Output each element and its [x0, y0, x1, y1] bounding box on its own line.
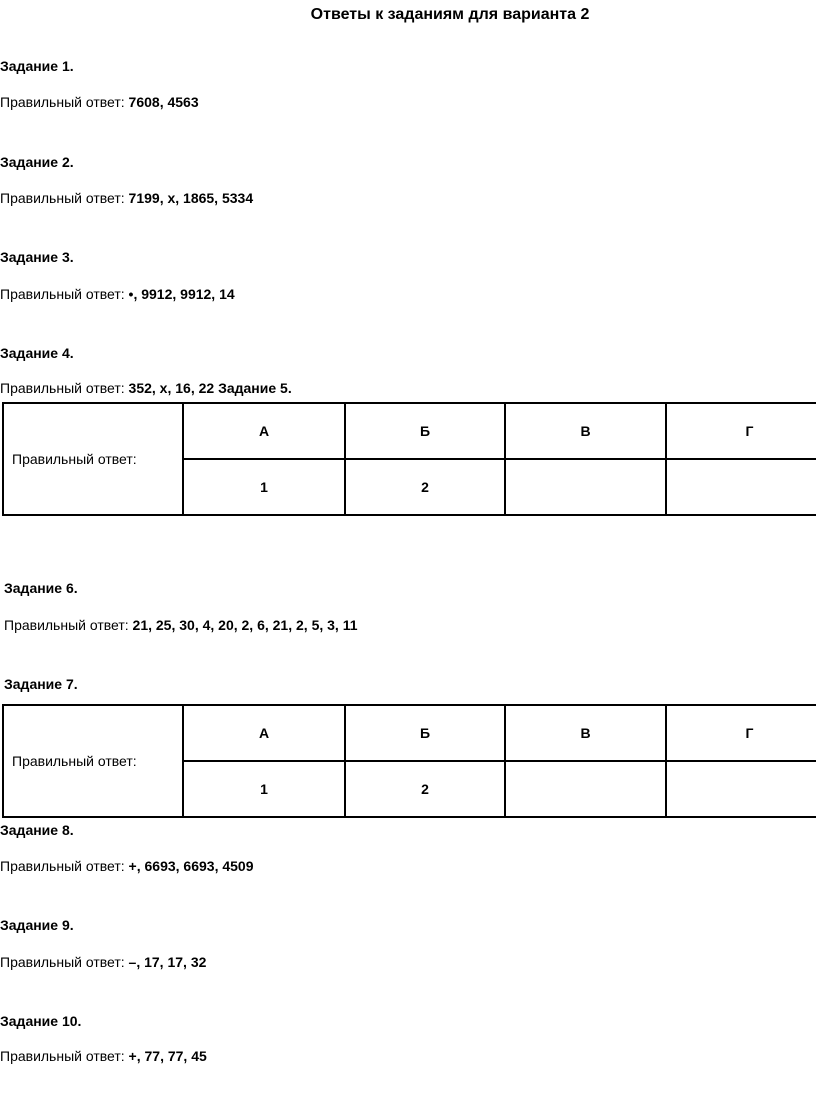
answer-value: +, 77, 77, 45	[128, 1048, 207, 1064]
answer-value: +, 6693, 6693, 4509	[128, 858, 254, 874]
task-1-heading: Задание 1.	[0, 58, 74, 74]
task-7-heading: Задание 7.	[4, 676, 78, 692]
answer-cell-g	[666, 761, 816, 817]
answer-prefix: Правильный ответ:	[0, 286, 129, 302]
task-8-answer	[0, 857, 254, 875]
answer-prefix: Правильный ответ:	[0, 858, 129, 874]
answer-cell-v	[505, 459, 666, 515]
answer-cell-v	[505, 761, 666, 817]
answer-cell-a: 1	[183, 459, 345, 515]
task-3-heading: Задание 3.	[0, 249, 74, 265]
answer-label: Правильный ответ:	[3, 705, 183, 817]
answer-label: Правильный ответ:	[3, 403, 183, 515]
answer-prefix: Правильный ответ:	[0, 380, 129, 396]
task-6-answer	[4, 616, 358, 634]
answer-value: 7199, х, 1865, 5334	[128, 190, 254, 206]
task-3-answer	[0, 285, 235, 303]
column-header-v: В	[505, 705, 666, 761]
task-5-answer-table	[2, 402, 816, 516]
column-header-g: Г	[666, 403, 816, 459]
answer-value: 21, 25, 30, 4, 20, 2, 6, 21, 2, 5, 3, 11	[132, 617, 358, 633]
answer-prefix: Правильный ответ:	[0, 954, 129, 970]
column-header-g: Г	[666, 705, 816, 761]
answer-value: 7608, 4563	[128, 94, 199, 110]
task-1-answer	[0, 93, 199, 111]
column-header-b: Б	[345, 403, 505, 459]
task-10-heading: Задание 10.	[0, 1013, 82, 1029]
column-header-v: В	[505, 403, 666, 459]
task-6-heading: Задание 6.	[4, 580, 78, 596]
task-9-heading: Задание 9.	[0, 917, 74, 933]
page-title: Ответы к заданиям для варианта 2	[310, 6, 590, 23]
column-header-a: А	[183, 403, 345, 459]
task-10-answer	[0, 1047, 207, 1065]
answer-value: •, 9912, 9912, 14	[128, 286, 235, 302]
column-header-a: А	[183, 705, 345, 761]
answer-cell-b: 2	[345, 761, 505, 817]
task-2-heading: Задание 2.	[0, 154, 74, 170]
answer-prefix: Правильный ответ:	[0, 190, 129, 206]
task-7-answer-table	[2, 704, 816, 818]
task-4-heading: Задание 4.	[0, 345, 74, 361]
task-2-answer	[0, 189, 253, 207]
task-9-answer	[0, 953, 206, 971]
answer-cell-g	[666, 459, 816, 515]
answer-cell-b: 2	[345, 459, 505, 515]
answer-cell-a: 1	[183, 761, 345, 817]
task-8-heading: Задание 8.	[0, 822, 74, 838]
answer-prefix: Правильный ответ:	[4, 617, 133, 633]
answer-value: –, 17, 17, 32	[128, 954, 207, 970]
answer-prefix: Правильный ответ:	[0, 94, 129, 110]
task-4-answer	[0, 379, 292, 397]
column-header-b: Б	[345, 705, 505, 761]
answer-prefix: Правильный ответ:	[0, 1048, 129, 1064]
answer-value: 352, х, 16, 22 Задание 5.	[128, 380, 292, 396]
